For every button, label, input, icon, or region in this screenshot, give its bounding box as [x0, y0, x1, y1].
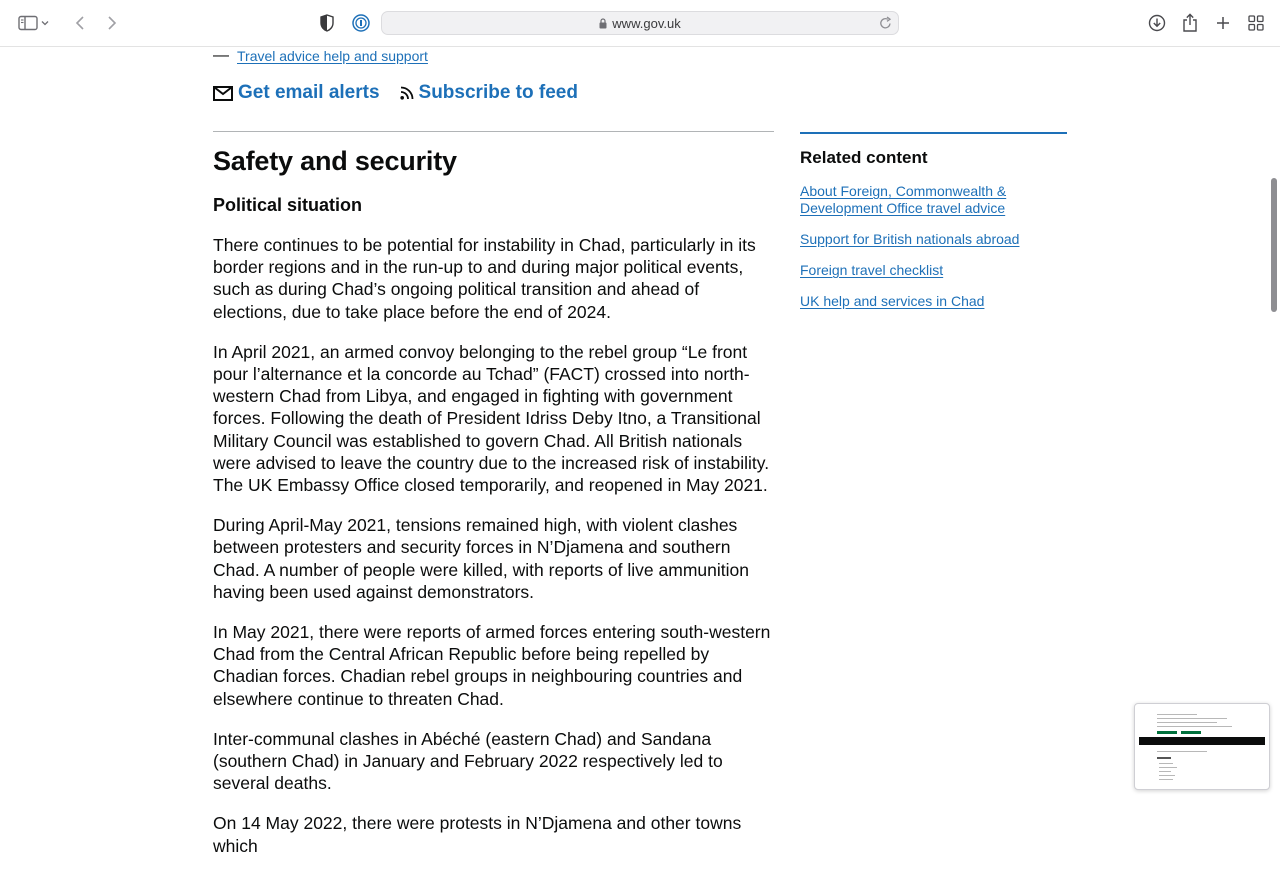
chevron-down-icon[interactable] [39, 11, 51, 35]
travel-advice-help-link[interactable]: Travel advice help and support [237, 48, 428, 64]
thumbnail-line [1157, 722, 1217, 723]
section-divider [213, 131, 774, 132]
forward-icon[interactable] [100, 11, 124, 35]
list-item [800, 293, 1067, 310]
list-item [800, 262, 1067, 279]
email-alerts-label: Get email alerts [238, 82, 380, 103]
advice-body [213, 234, 775, 875]
thumbnail-line [1159, 775, 1175, 776]
screenshot-thumbnail[interactable] [1134, 703, 1270, 790]
paragraph: Inter-communal clashes in Abéché (eastern Chad) and Sandana (southern Chad) in January and February 2022 respectively led to several deaths. [213, 728, 723, 794]
thumbnail-line [1157, 751, 1207, 752]
section-title: Safety and security [213, 146, 457, 176]
paragraph: In May 2021, there were reports of armed forces entering south-western Chad from the Central African Republic before being repelled by Chadian forces. Chadian rebel groups in neighbouring countries and elsewhere continue to threaten Chad. [213, 622, 771, 709]
support-british-nationals-link[interactable]: Support for British nationals abroad [800, 231, 1020, 247]
thumbnail-line [1159, 771, 1171, 772]
paragraph: In April 2021, an armed convoy belonging to the rebel group “Le front pour l’alternance et la concorde au Tchad” (FACT) crossed into north-western Chad from Libya, and engaged in fighting with government forces. Following the death of President Idriss Deby Itno, a Transitional Military Council was established to govern Chad. All British nationals were advised to leave the country due to the increased risk of instability. The UK Embassy Office closed temporarily, and reopened in May 2021. [213, 341, 770, 496]
scrollbar-thumb[interactable] [1271, 178, 1277, 312]
help-link-row [213, 46, 428, 66]
plus-icon[interactable] [1211, 11, 1235, 35]
related-content-title: Related content [800, 148, 928, 167]
thumbnail-line [1157, 757, 1171, 759]
subheading-political-situation: Political situation [213, 195, 363, 215]
thumbnail-line [1157, 714, 1197, 715]
paragraph: During April-May 2021, tensions remained high, with violent clashes between protesters and security forces in N’Djamena and southern Chad. A number of people were killed, with reports of live ammunition having been used against demonstrators. [213, 515, 749, 602]
related-content-rule [800, 132, 1067, 134]
back-icon[interactable] [68, 11, 92, 35]
email-alerts-link[interactable] [213, 82, 380, 104]
envelope-icon [213, 86, 238, 101]
rss-feed-icon [400, 86, 419, 100]
subscribe-feed-label: Subscribe to feed [418, 82, 578, 103]
related-content-list [800, 183, 1067, 324]
list-item [800, 183, 1067, 217]
subscribe-feed-link[interactable] [400, 82, 578, 104]
thumbnail-line [1157, 726, 1232, 727]
url-text: www.gov.uk [612, 15, 681, 31]
shield-icon[interactable] [315, 11, 339, 35]
download-icon[interactable] [1145, 11, 1169, 35]
thumbnail-line [1157, 718, 1227, 719]
thumbnail-line [1157, 731, 1177, 734]
thumbnail-header-bar [1139, 737, 1265, 745]
reload-icon[interactable] [879, 16, 892, 33]
subscription-actions [213, 82, 578, 104]
list-item [800, 231, 1067, 248]
uk-help-chad-link[interactable]: UK help and services in Chad [800, 293, 985, 309]
thumbnail-line [1159, 767, 1177, 768]
sidebar-icon[interactable] [16, 11, 40, 35]
paragraph: There continues to be potential for instability in Chad, particularly in its border regions and in the run-up to and during major political events, such as during Chad’s ongoing political transition and ahead of elections, due to take place before the end of 2024. [213, 235, 756, 322]
browser-toolbar [0, 0, 1280, 47]
paragraph: On 14 May 2022, there were protests in N’Djamena and other towns which [213, 813, 742, 856]
share-icon[interactable] [1178, 11, 1202, 35]
thumbnail-line [1159, 779, 1173, 780]
foreign-travel-checklist-link[interactable]: Foreign travel checklist [800, 262, 944, 278]
thumbnail-line [1181, 731, 1201, 734]
lock-icon [599, 18, 607, 29]
tabs-grid-icon[interactable] [1244, 11, 1268, 35]
dash-marker: — [213, 47, 229, 64]
address-bar[interactable] [381, 11, 899, 35]
password-icon[interactable] [349, 11, 373, 35]
fcdo-travel-advice-link[interactable]: About Foreign, Commonwealth & Development Office travel advice [800, 183, 1007, 216]
thumbnail-line [1159, 763, 1173, 764]
